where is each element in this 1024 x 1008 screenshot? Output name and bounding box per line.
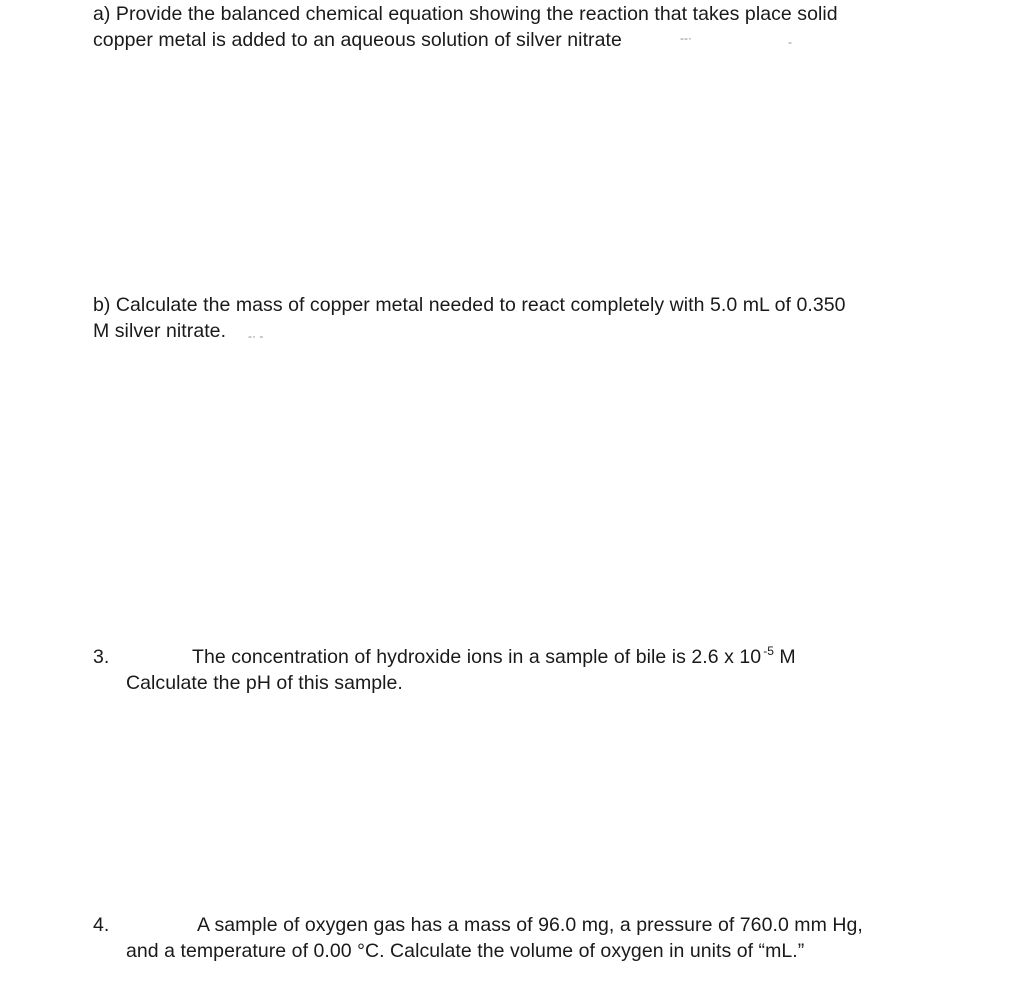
question-b-volume-value: 5.0 mL of 0.350 [709,294,846,316]
question-3-unit: M [773,646,796,668]
question-a-line-1: a) Provide the balanced chemical equation showing the reaction that takes place solid [93,3,838,25]
question-b-line-1 [93,292,846,318]
question-3-text: The concentration of hydroxide ions in a sample of bile is 2.6 x 10 [192,646,762,668]
question-3-line-1 [93,644,796,670]
question-b [93,292,846,344]
question-3 [93,644,796,696]
question-3-number: 3. [93,646,110,668]
question-b-line-1-text: b) Calculate the mass of copper metal needed to react completely with [93,294,710,316]
question-4-line-2: and a temperature of 0.00 °C. Calculate the volume of oxygen in units of “mL.” [126,940,805,962]
question-a [93,1,838,53]
question-3-exponent: -5 [763,644,774,658]
scan-smudge-mark: ‐‐· [680,31,692,45]
question-a-line-2: copper metal is added to an aqueous solution of silver nitrate [93,29,622,51]
question-4-line-1 [93,912,863,938]
scan-smudge-mark: - [788,35,792,49]
question-4-number: 4. [93,914,110,936]
question-b-line-2: M silver nitrate. [93,320,227,342]
question-4 [93,912,863,964]
scan-smudge-mark: ‐· ‐ [248,329,264,343]
question-4-text: A sample of oxygen gas has a mass of 96.0 mg, a pressure of 760.0 mm Hg, [197,914,863,936]
question-3-line-2: Calculate the pH of this sample. [126,672,403,694]
